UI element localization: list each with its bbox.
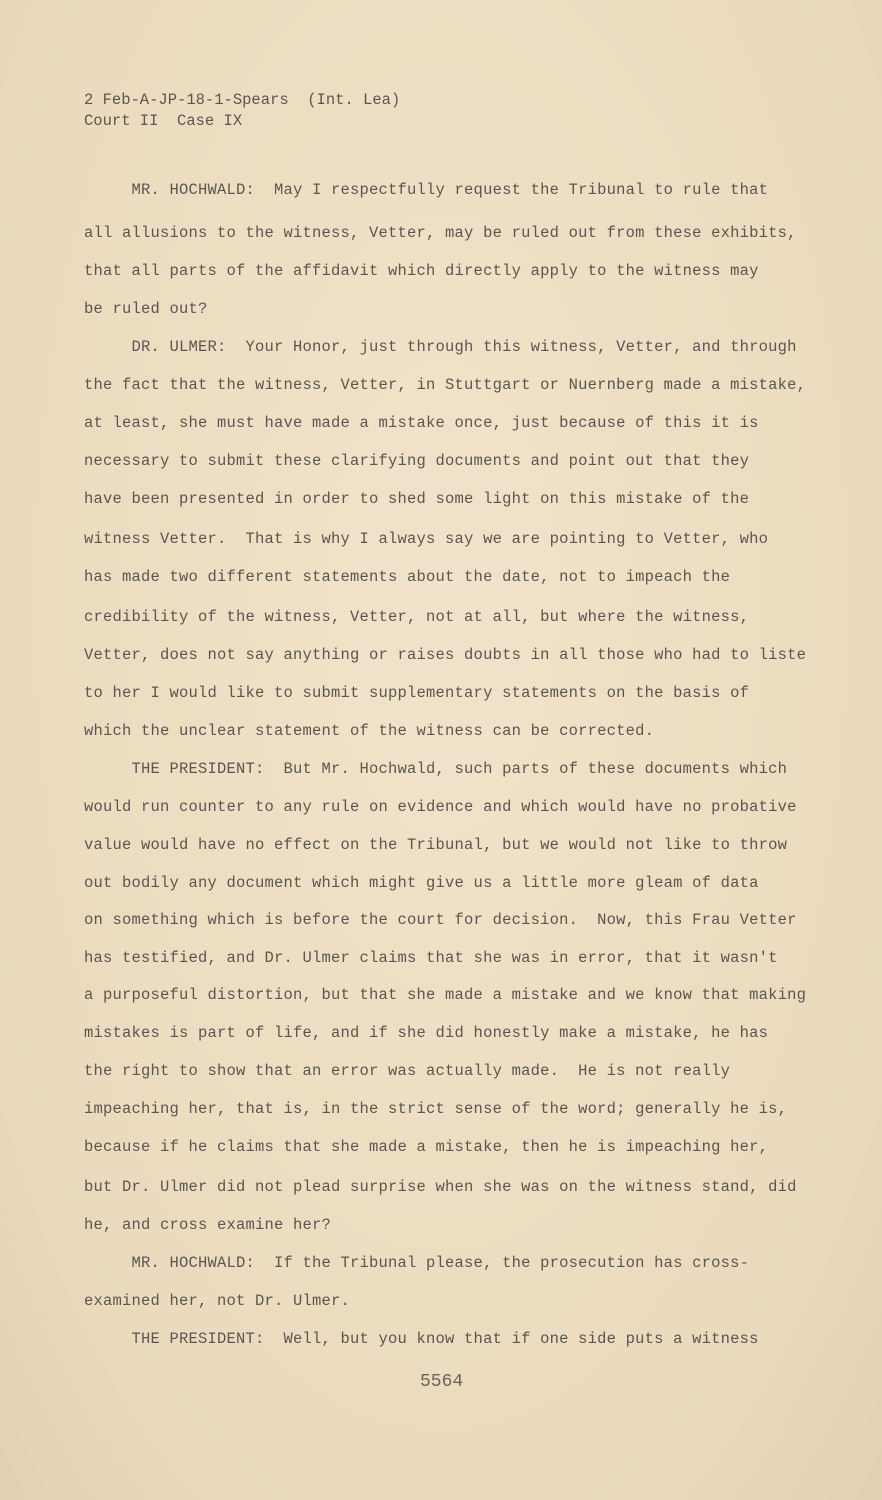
- transcript-line: that all parts of the affidavit which directly apply to the witness may: [84, 262, 759, 280]
- transcript-line: which the unclear statement of the witness can be corrected.: [84, 722, 655, 740]
- transcript-line: have been presented in order to shed some light on this mistake of the: [84, 490, 750, 508]
- page-number: 5564: [420, 1372, 464, 1392]
- transcript-line: the right to show that an error was actually made. He is not really: [84, 1062, 731, 1080]
- transcript-line: Vetter, does not say anything or raises doubts in all those who had to liste: [84, 646, 807, 664]
- document-header: [84, 90, 400, 132]
- header-line-2: Court II Case IX: [84, 112, 243, 130]
- transcript-line: has testified, and Dr. Ulmer claims that she was in error, that it wasn't: [84, 949, 778, 967]
- transcript-line: MR. HOCHWALD: May I respectfully request the Tribunal to rule that: [84, 181, 769, 199]
- transcript-line: DR. ULMER: Your Honor, just through this witness, Vetter, and through: [84, 338, 797, 356]
- transcript-line: has made two different statements about the date, not to impeach the: [84, 568, 731, 586]
- transcript-line: credibility of the witness, Vetter, not at all, but where the witness,: [84, 608, 750, 626]
- transcript-line: because if he claims that she made a mistake, then he is impeaching her,: [84, 1138, 769, 1156]
- transcript-line: out bodily any document which might give us a little more gleam of data: [84, 874, 759, 892]
- transcript-line: the fact that the witness, Vetter, in Stuttgart or Nuernberg made a mistake,: [84, 376, 807, 394]
- transcript-line: value would have no effect on the Tribunal, but we would not like to throw: [84, 836, 788, 854]
- header-line-1: 2 Feb-A-JP-18-1-Spears (Int. Lea): [84, 91, 401, 109]
- transcript-line: but Dr. Ulmer did not plead surprise when she was on the witness stand, did: [84, 1178, 797, 1196]
- transcript-line: all allusions to the witness, Vetter, may be ruled out from these exhibits,: [84, 224, 797, 242]
- transcript-line: at least, she must have made a mistake once, just because of this it is: [84, 414, 759, 432]
- transcript-line: THE PRESIDENT: But Mr. Hochwald, such parts of these documents which: [84, 760, 788, 778]
- transcript-line: impeaching her, that is, in the strict sense of the word; generally he is,: [84, 1100, 788, 1118]
- transcript-line: THE PRESIDENT: Well, but you know that if one side puts a witness: [84, 1330, 759, 1348]
- transcript-line: a purposeful distortion, but that she made a mistake and we know that making: [84, 986, 807, 1004]
- transcript-line: to her I would like to submit supplementary statements on the basis of: [84, 684, 750, 702]
- transcript-line: on something which is before the court for decision. Now, this Frau Vetter: [84, 911, 797, 929]
- transcript-line: would run counter to any rule on evidence and which would have no probative: [84, 798, 797, 816]
- transcript-line: mistakes is part of life, and if she did honestly make a mistake, he has: [84, 1024, 769, 1042]
- transcript-line: MR. HOCHWALD: If the Tribunal please, the prosecution has cross-: [84, 1254, 750, 1272]
- transcript-line: necessary to submit these clarifying documents and point out that they: [84, 452, 750, 470]
- transcript-line: examined her, not Dr. Ulmer.: [84, 1292, 351, 1310]
- transcript-line: he, and cross examine her?: [84, 1216, 332, 1234]
- transcript-line: witness Vetter. That is why I always say we are pointing to Vetter, who: [84, 530, 769, 548]
- transcript-line: be ruled out?: [84, 300, 208, 318]
